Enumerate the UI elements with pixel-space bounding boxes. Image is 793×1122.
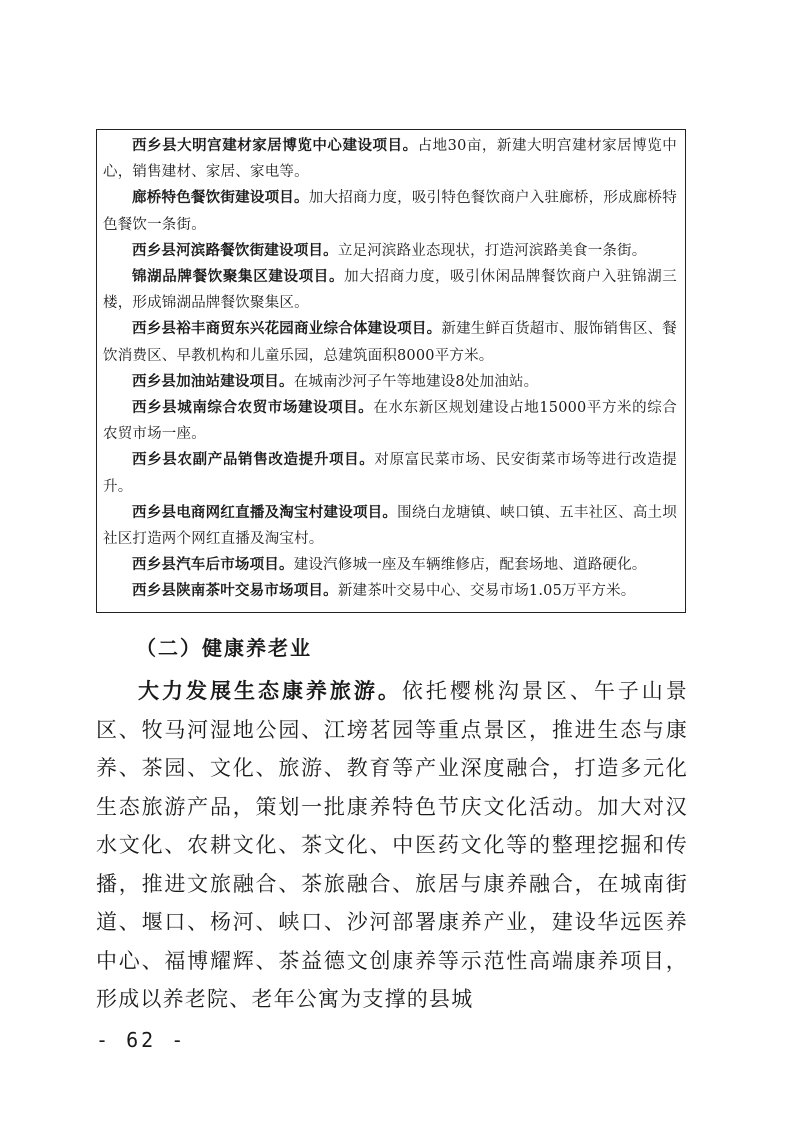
- project-list-box: [96, 129, 686, 613]
- project-desc: 加大招商力度，吸引休闲品牌餐饮商户入驻锦湖三楼，形成锦湖品牌餐饮聚集区。: [103, 269, 677, 312]
- project-name: 西乡县汽车后市场项目。: [132, 556, 294, 574]
- project-name: 西乡县河滨路餐饮街建设项目。: [132, 241, 338, 259]
- project-desc: 在水东新区规划建设占地15000平方米的综合农贸市场一座。: [103, 400, 677, 443]
- project-name: 西乡县电商网红直播及淘宝村建设项目。: [132, 503, 398, 521]
- project-item: [103, 369, 677, 395]
- project-item: [103, 395, 677, 447]
- project-name: 西乡县陕南茶叶交易市场项目。: [132, 582, 338, 600]
- project-desc: 对原富民菜市场、民安街菜市场等进行改造提升。: [103, 452, 677, 495]
- project-desc: 建设汽修城一座及车辆维修店，配套场地、道路硬化。: [293, 557, 647, 574]
- project-item: [103, 238, 677, 264]
- project-item: [103, 185, 677, 237]
- section-lead: 大力发展生态康养旅游。: [138, 678, 402, 703]
- project-item: [103, 578, 677, 604]
- project-desc: 占地30亩，新建大明宫建材家居博览中心，销售建材、家居、家电等。: [103, 138, 677, 181]
- project-item: [103, 500, 677, 552]
- project-item: [103, 316, 677, 368]
- project-desc: 新建茶叶交易中心、交易市场1.05万平方米。: [337, 583, 636, 600]
- project-name: 锦湖品牌餐饮聚集区建设项目。: [132, 268, 345, 286]
- project-desc: 新建生鲜百货超市、服饰销售区、餐饮消费区、早教机构和儿童乐园，总建筑面积8000平方米。: [103, 321, 677, 364]
- section-body: [96, 672, 688, 1019]
- project-name: 西乡县城南综合农贸市场建设项目。: [132, 399, 374, 417]
- project-desc: 围绕白龙塘镇、峡口镇、五丰社区、高土坝社区打造两个网红直播及淘宝村。: [103, 504, 677, 548]
- project-desc: 立足河滨路业态现状，打造河滨路美食一条街。: [337, 242, 647, 259]
- project-name: 西乡县裕丰商贸东兴花园商业综合体建设项目。: [132, 320, 442, 338]
- page-number: - 62 -: [96, 1028, 187, 1052]
- project-item: [103, 264, 677, 316]
- project-item: [103, 447, 677, 499]
- project-item: [103, 133, 677, 185]
- project-name: 西乡县农副产品销售改造提升项目。: [132, 451, 375, 469]
- project-name: 廊桥特色餐饮街建设项目。: [132, 189, 309, 207]
- project-name: 西乡县加油站建设项目。: [132, 372, 294, 390]
- project-desc: 在城南沙河子午等地建设8处加油站。: [293, 373, 539, 390]
- section-heading: （二）健康养老业: [136, 636, 312, 660]
- project-item: [103, 552, 677, 578]
- section-body-text: 依托樱桃沟景区、午子山景区、牧马河湿地公园、江塝茗园等重点景区，推进生态与康养、茶园、文化、旅游、教育等产业深度融合，打造多元化生态旅游产品，策划一批康养特色节庆文化活动。加大对汉水文化、农耕文化、茶文化、中医药文化等的整理挖掘和传播，推进文旅融合、茶旅融合、旅居与康养融合，在城南街道、堰口、杨河、峡口、沙河部署康养产业，建设华远医养中心、福博耀辉、茶益德文创康养等示范性高端康养项目，形成以养老院、老年公寓为支撑的县城: [96, 679, 689, 1011]
- project-desc: 加大招商力度，吸引特色餐饮商户入驻廊桥，形成廊桥特色餐饮一条街。: [103, 190, 677, 233]
- project-name: 西乡县大明宫建材家居博览中心建设项目。: [132, 137, 418, 154]
